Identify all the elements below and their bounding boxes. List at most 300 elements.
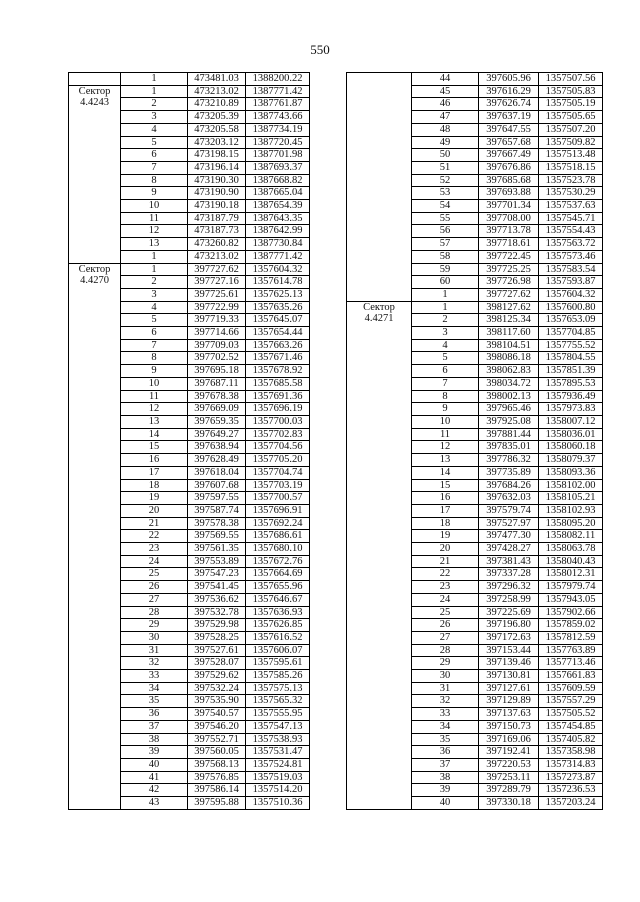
point-number: 56 xyxy=(412,225,479,238)
y-coordinate: 1357763.89 xyxy=(539,644,603,657)
x-coordinate: 397719.33 xyxy=(188,314,246,327)
table-row xyxy=(69,85,310,98)
point-number: 28 xyxy=(412,644,479,657)
point-number: 21 xyxy=(121,517,188,530)
y-coordinate: 1357713.46 xyxy=(539,657,603,670)
x-coordinate: 473187.79 xyxy=(188,212,246,225)
y-coordinate: 1357943.05 xyxy=(539,593,603,606)
y-coordinate: 1357703.19 xyxy=(246,479,310,492)
x-coordinate: 397595.88 xyxy=(188,797,246,810)
point-number: 29 xyxy=(412,657,479,670)
point-number: 13 xyxy=(412,454,479,467)
x-coordinate: 397296.32 xyxy=(479,581,539,594)
point-number: 13 xyxy=(121,238,188,251)
point-number: 38 xyxy=(121,733,188,746)
y-coordinate: 1357593.87 xyxy=(539,276,603,289)
y-coordinate: 1357704.74 xyxy=(246,466,310,479)
x-coordinate: 398104.51 xyxy=(479,339,539,352)
point-number: 1 xyxy=(121,85,188,98)
point-number: 37 xyxy=(121,720,188,733)
x-coordinate: 473187.73 xyxy=(188,225,246,238)
point-number: 7 xyxy=(412,377,479,390)
sector-code: 4.4243 xyxy=(80,97,109,109)
point-number: 44 xyxy=(412,73,479,86)
y-coordinate: 1358040.43 xyxy=(539,555,603,568)
x-coordinate: 397192.41 xyxy=(479,746,539,759)
x-coordinate: 397638.94 xyxy=(188,441,246,454)
y-coordinate: 1357700.03 xyxy=(246,415,310,428)
point-number: 23 xyxy=(412,581,479,594)
x-coordinate: 397172.63 xyxy=(479,631,539,644)
point-number: 45 xyxy=(412,85,479,98)
y-coordinate: 1357505.65 xyxy=(539,111,603,124)
sector-label xyxy=(69,85,121,263)
point-number: 59 xyxy=(412,263,479,276)
x-coordinate: 398127.62 xyxy=(479,301,539,314)
y-coordinate: 1357973.83 xyxy=(539,403,603,416)
x-coordinate: 397708.00 xyxy=(479,212,539,225)
x-coordinate: 397657.68 xyxy=(479,136,539,149)
x-coordinate: 397835.01 xyxy=(479,441,539,454)
point-number: 27 xyxy=(412,631,479,644)
point-number: 25 xyxy=(412,606,479,619)
y-coordinate: 1357654.44 xyxy=(246,327,310,340)
point-number: 10 xyxy=(121,200,188,213)
point-number: 10 xyxy=(121,377,188,390)
x-coordinate: 397605.96 xyxy=(479,73,539,86)
point-number: 4 xyxy=(412,339,479,352)
point-number: 24 xyxy=(412,593,479,606)
x-coordinate: 397786.32 xyxy=(479,454,539,467)
x-coordinate: 473260.82 xyxy=(188,238,246,251)
point-number: 40 xyxy=(412,797,479,810)
y-coordinate: 1357804.55 xyxy=(539,352,603,365)
point-number: 41 xyxy=(121,771,188,784)
y-coordinate: 1357507.20 xyxy=(539,123,603,136)
sector-label xyxy=(347,73,412,302)
sector-label xyxy=(69,73,121,86)
point-number: 58 xyxy=(412,250,479,263)
x-coordinate: 397579.74 xyxy=(479,504,539,517)
x-coordinate: 397726.98 xyxy=(479,276,539,289)
point-number: 23 xyxy=(121,543,188,556)
x-coordinate: 397607.68 xyxy=(188,479,246,492)
y-coordinate: 1387642.99 xyxy=(246,225,310,238)
point-number: 6 xyxy=(121,149,188,162)
point-number: 20 xyxy=(121,504,188,517)
point-number: 4 xyxy=(121,301,188,314)
point-number: 5 xyxy=(121,136,188,149)
x-coordinate: 397616.29 xyxy=(479,85,539,98)
sector-label xyxy=(69,263,121,809)
y-coordinate: 1357514.20 xyxy=(246,784,310,797)
x-coordinate: 397560.05 xyxy=(188,746,246,759)
x-coordinate: 397528.25 xyxy=(188,631,246,644)
y-coordinate: 1387654.39 xyxy=(246,200,310,213)
x-coordinate: 397693.88 xyxy=(479,187,539,200)
point-number: 27 xyxy=(121,593,188,606)
x-coordinate: 397561.35 xyxy=(188,543,246,556)
x-coordinate: 473205.39 xyxy=(188,111,246,124)
x-coordinate: 397576.85 xyxy=(188,771,246,784)
x-coordinate: 397196.80 xyxy=(479,619,539,632)
point-number: 20 xyxy=(412,543,479,556)
point-number: 3 xyxy=(121,111,188,124)
x-coordinate: 397536.62 xyxy=(188,593,246,606)
point-number: 19 xyxy=(412,530,479,543)
y-coordinate: 1357609.59 xyxy=(539,682,603,695)
y-coordinate: 1357606.07 xyxy=(246,644,310,657)
y-coordinate: 1357563.72 xyxy=(539,238,603,251)
x-coordinate: 397695.18 xyxy=(188,365,246,378)
x-coordinate: 397722.99 xyxy=(188,301,246,314)
point-number: 12 xyxy=(121,225,188,238)
y-coordinate: 1357616.52 xyxy=(246,631,310,644)
point-number: 17 xyxy=(412,504,479,517)
table-row xyxy=(347,73,603,86)
y-coordinate: 1387643.35 xyxy=(246,212,310,225)
x-coordinate: 397258.99 xyxy=(479,593,539,606)
point-number: 33 xyxy=(121,670,188,683)
coordinates-table-left xyxy=(68,72,310,810)
y-coordinate: 1357454.85 xyxy=(539,720,603,733)
x-coordinate: 397722.45 xyxy=(479,250,539,263)
point-number: 37 xyxy=(412,758,479,771)
sector-word: Сектор xyxy=(78,85,111,97)
y-coordinate: 1357509.82 xyxy=(539,136,603,149)
x-coordinate: 397597.55 xyxy=(188,492,246,505)
x-coordinate: 397714.66 xyxy=(188,327,246,340)
x-coordinate: 398125.34 xyxy=(479,314,539,327)
y-coordinate: 1357524.81 xyxy=(246,758,310,771)
point-number: 22 xyxy=(121,530,188,543)
point-number: 8 xyxy=(121,352,188,365)
x-coordinate: 473210.89 xyxy=(188,98,246,111)
point-number: 50 xyxy=(412,149,479,162)
point-number: 3 xyxy=(412,327,479,340)
y-coordinate: 1357505.52 xyxy=(539,708,603,721)
point-number: 15 xyxy=(121,441,188,454)
point-number: 15 xyxy=(412,479,479,492)
y-coordinate: 1358007.12 xyxy=(539,415,603,428)
y-coordinate: 1357505.83 xyxy=(539,85,603,98)
y-coordinate: 1358079.37 xyxy=(539,454,603,467)
x-coordinate: 397632.03 xyxy=(479,492,539,505)
y-coordinate: 1357505.19 xyxy=(539,98,603,111)
y-coordinate: 1357672.76 xyxy=(246,555,310,568)
x-coordinate: 397337.28 xyxy=(479,568,539,581)
y-coordinate: 1357358.98 xyxy=(539,746,603,759)
y-coordinate: 1357523.78 xyxy=(539,174,603,187)
x-coordinate: 397709.03 xyxy=(188,339,246,352)
point-number: 8 xyxy=(412,390,479,403)
point-number: 31 xyxy=(121,644,188,657)
point-number: 3 xyxy=(121,288,188,301)
x-coordinate: 473190.18 xyxy=(188,200,246,213)
y-coordinate: 1357538.93 xyxy=(246,733,310,746)
point-number: 24 xyxy=(121,555,188,568)
y-coordinate: 1357545.71 xyxy=(539,212,603,225)
y-coordinate: 1357519.03 xyxy=(246,771,310,784)
point-number: 35 xyxy=(121,695,188,708)
point-number: 17 xyxy=(121,466,188,479)
x-coordinate: 397667.49 xyxy=(479,149,539,162)
y-coordinate: 1357755.52 xyxy=(539,339,603,352)
x-coordinate: 473213.02 xyxy=(188,250,246,263)
x-coordinate: 397727.62 xyxy=(479,288,539,301)
x-coordinate: 397647.55 xyxy=(479,123,539,136)
y-coordinate: 1357705.20 xyxy=(246,454,310,467)
x-coordinate: 397253.11 xyxy=(479,771,539,784)
y-coordinate: 1357661.83 xyxy=(539,670,603,683)
point-number: 11 xyxy=(121,212,188,225)
x-coordinate: 397659.35 xyxy=(188,415,246,428)
y-coordinate: 1387771.42 xyxy=(246,85,310,98)
x-coordinate: 397586.14 xyxy=(188,784,246,797)
y-coordinate: 1357700.57 xyxy=(246,492,310,505)
y-coordinate: 1357936.49 xyxy=(539,390,603,403)
point-number: 6 xyxy=(121,327,188,340)
point-number: 14 xyxy=(412,466,479,479)
x-coordinate: 397552.71 xyxy=(188,733,246,746)
x-coordinate: 397477.30 xyxy=(479,530,539,543)
point-number: 32 xyxy=(412,695,479,708)
x-coordinate: 397725.61 xyxy=(188,288,246,301)
x-coordinate: 397553.89 xyxy=(188,555,246,568)
y-coordinate: 1357600.80 xyxy=(539,301,603,314)
x-coordinate: 397169.06 xyxy=(479,733,539,746)
y-coordinate: 1357604.32 xyxy=(246,263,310,276)
y-coordinate: 1358102.00 xyxy=(539,479,603,492)
y-coordinate: 1358012.31 xyxy=(539,568,603,581)
point-number: 10 xyxy=(412,415,479,428)
y-coordinate: 1387743.66 xyxy=(246,111,310,124)
point-number: 13 xyxy=(121,415,188,428)
y-coordinate: 1357585.26 xyxy=(246,670,310,683)
point-number: 28 xyxy=(121,606,188,619)
x-coordinate: 397676.86 xyxy=(479,161,539,174)
point-number: 36 xyxy=(412,746,479,759)
point-number: 1 xyxy=(121,263,188,276)
y-coordinate: 1358063.78 xyxy=(539,543,603,556)
y-coordinate: 1357653.09 xyxy=(539,314,603,327)
y-coordinate: 1357557.29 xyxy=(539,695,603,708)
point-number: 52 xyxy=(412,174,479,187)
table-row xyxy=(69,73,310,86)
point-number: 4 xyxy=(121,123,188,136)
x-coordinate: 473203.12 xyxy=(188,136,246,149)
page-number: 550 xyxy=(310,42,330,57)
y-coordinate: 1357531.47 xyxy=(246,746,310,759)
point-number: 1 xyxy=(412,288,479,301)
point-number: 11 xyxy=(412,428,479,441)
point-number: 11 xyxy=(121,390,188,403)
x-coordinate: 397540.57 xyxy=(188,708,246,721)
point-number: 16 xyxy=(121,454,188,467)
x-coordinate: 397587.74 xyxy=(188,504,246,517)
y-coordinate: 1357507.56 xyxy=(539,73,603,86)
y-coordinate: 1357812.59 xyxy=(539,631,603,644)
sector-code: 4.4271 xyxy=(364,313,394,325)
y-coordinate: 1387730.84 xyxy=(246,238,310,251)
y-coordinate: 1357203.24 xyxy=(539,797,603,810)
y-coordinate: 1357895.53 xyxy=(539,377,603,390)
y-coordinate: 1357663.26 xyxy=(246,339,310,352)
x-coordinate: 397532.24 xyxy=(188,682,246,695)
y-coordinate: 1357859.02 xyxy=(539,619,603,632)
point-number: 54 xyxy=(412,200,479,213)
y-coordinate: 1357555.95 xyxy=(246,708,310,721)
point-number: 18 xyxy=(121,479,188,492)
y-coordinate: 1357554.43 xyxy=(539,225,603,238)
y-coordinate: 1358060.18 xyxy=(539,441,603,454)
x-coordinate: 397881.44 xyxy=(479,428,539,441)
x-coordinate: 397153.44 xyxy=(479,644,539,657)
y-coordinate: 1357671.46 xyxy=(246,352,310,365)
x-coordinate: 397535.90 xyxy=(188,695,246,708)
point-number: 55 xyxy=(412,212,479,225)
x-coordinate: 397150.73 xyxy=(479,720,539,733)
coordinates-table-right xyxy=(346,72,603,810)
x-coordinate: 397727.16 xyxy=(188,276,246,289)
point-number: 1 xyxy=(121,73,188,86)
x-coordinate: 398002.13 xyxy=(479,390,539,403)
x-coordinate: 398034.72 xyxy=(479,377,539,390)
point-number: 9 xyxy=(121,365,188,378)
x-coordinate: 397569.55 xyxy=(188,530,246,543)
point-number: 57 xyxy=(412,238,479,251)
y-coordinate: 1357314.83 xyxy=(539,758,603,771)
x-coordinate: 397713.78 xyxy=(479,225,539,238)
x-coordinate: 397678.38 xyxy=(188,390,246,403)
x-coordinate: 397529.62 xyxy=(188,670,246,683)
point-number: 30 xyxy=(121,631,188,644)
point-number: 32 xyxy=(121,657,188,670)
sector-word: Сектор xyxy=(363,301,395,313)
x-coordinate: 397529.98 xyxy=(188,619,246,632)
x-coordinate: 397718.61 xyxy=(479,238,539,251)
y-coordinate: 1357626.85 xyxy=(246,619,310,632)
x-coordinate: 397129.89 xyxy=(479,695,539,708)
y-coordinate: 1357547.13 xyxy=(246,720,310,733)
y-coordinate: 1387693.37 xyxy=(246,161,310,174)
point-number: 2 xyxy=(121,276,188,289)
x-coordinate: 397727.62 xyxy=(188,263,246,276)
x-coordinate: 397289.79 xyxy=(479,784,539,797)
point-number: 21 xyxy=(412,555,479,568)
y-coordinate: 1357405.82 xyxy=(539,733,603,746)
y-coordinate: 1387771.42 xyxy=(246,250,310,263)
x-coordinate: 397669.09 xyxy=(188,403,246,416)
y-coordinate: 1387720.45 xyxy=(246,136,310,149)
x-coordinate: 397428.27 xyxy=(479,543,539,556)
x-coordinate: 397725.25 xyxy=(479,263,539,276)
y-coordinate: 1387665.04 xyxy=(246,187,310,200)
x-coordinate: 397541.45 xyxy=(188,581,246,594)
x-coordinate: 397965.46 xyxy=(479,403,539,416)
table-row xyxy=(69,263,310,276)
y-coordinate: 1357691.36 xyxy=(246,390,310,403)
x-coordinate: 397127.61 xyxy=(479,682,539,695)
y-coordinate: 1357575.13 xyxy=(246,682,310,695)
y-coordinate: 1357530.29 xyxy=(539,187,603,200)
point-number: 8 xyxy=(121,174,188,187)
y-coordinate: 1358082.11 xyxy=(539,530,603,543)
x-coordinate: 397578.38 xyxy=(188,517,246,530)
y-coordinate: 1357902.66 xyxy=(539,606,603,619)
x-coordinate: 473196.14 xyxy=(188,161,246,174)
point-number: 49 xyxy=(412,136,479,149)
point-number: 25 xyxy=(121,568,188,581)
x-coordinate: 397137.63 xyxy=(479,708,539,721)
point-number: 39 xyxy=(412,784,479,797)
y-coordinate: 1357979.74 xyxy=(539,581,603,594)
x-coordinate: 473190.30 xyxy=(188,174,246,187)
x-coordinate: 397220.53 xyxy=(479,758,539,771)
x-coordinate: 397637.19 xyxy=(479,111,539,124)
point-number: 2 xyxy=(121,98,188,111)
y-coordinate: 1357704.85 xyxy=(539,327,603,340)
point-number: 5 xyxy=(412,352,479,365)
y-coordinate: 1357696.91 xyxy=(246,504,310,517)
y-coordinate: 1357625.13 xyxy=(246,288,310,301)
point-number: 38 xyxy=(412,771,479,784)
point-number: 7 xyxy=(121,161,188,174)
point-number: 34 xyxy=(121,682,188,695)
x-coordinate: 397225.69 xyxy=(479,606,539,619)
x-coordinate: 473190.90 xyxy=(188,187,246,200)
point-number: 53 xyxy=(412,187,479,200)
y-coordinate: 1357696.19 xyxy=(246,403,310,416)
y-coordinate: 1357678.92 xyxy=(246,365,310,378)
x-coordinate: 397701.34 xyxy=(479,200,539,213)
y-coordinate: 1357655.96 xyxy=(246,581,310,594)
y-coordinate: 1357583.54 xyxy=(539,263,603,276)
x-coordinate: 397925.08 xyxy=(479,415,539,428)
point-number: 31 xyxy=(412,682,479,695)
point-number: 51 xyxy=(412,161,479,174)
x-coordinate: 397702.52 xyxy=(188,352,246,365)
y-coordinate: 1358036.01 xyxy=(539,428,603,441)
y-coordinate: 1357645.07 xyxy=(246,314,310,327)
x-coordinate: 397547.23 xyxy=(188,568,246,581)
point-number: 34 xyxy=(412,720,479,733)
x-coordinate: 397532.78 xyxy=(188,606,246,619)
y-coordinate: 1358093.36 xyxy=(539,466,603,479)
y-coordinate: 1357851.39 xyxy=(539,365,603,378)
y-coordinate: 1357646.67 xyxy=(246,593,310,606)
point-number: 33 xyxy=(412,708,479,721)
point-number: 30 xyxy=(412,670,479,683)
x-coordinate: 397685.68 xyxy=(479,174,539,187)
x-coordinate: 397626.74 xyxy=(479,98,539,111)
point-number: 26 xyxy=(412,619,479,632)
x-coordinate: 397618.04 xyxy=(188,466,246,479)
point-number: 22 xyxy=(412,568,479,581)
y-coordinate: 1387734.19 xyxy=(246,123,310,136)
y-coordinate: 1357273.87 xyxy=(539,771,603,784)
point-number: 43 xyxy=(121,797,188,810)
y-coordinate: 1388200.22 xyxy=(246,73,310,86)
point-number: 1 xyxy=(121,250,188,263)
x-coordinate: 398062.83 xyxy=(479,365,539,378)
x-coordinate: 397139.46 xyxy=(479,657,539,670)
y-coordinate: 1357686.61 xyxy=(246,530,310,543)
y-coordinate: 1357518.15 xyxy=(539,161,603,174)
y-coordinate: 1357685.58 xyxy=(246,377,310,390)
y-coordinate: 1357604.32 xyxy=(539,288,603,301)
x-coordinate: 398117.60 xyxy=(479,327,539,340)
